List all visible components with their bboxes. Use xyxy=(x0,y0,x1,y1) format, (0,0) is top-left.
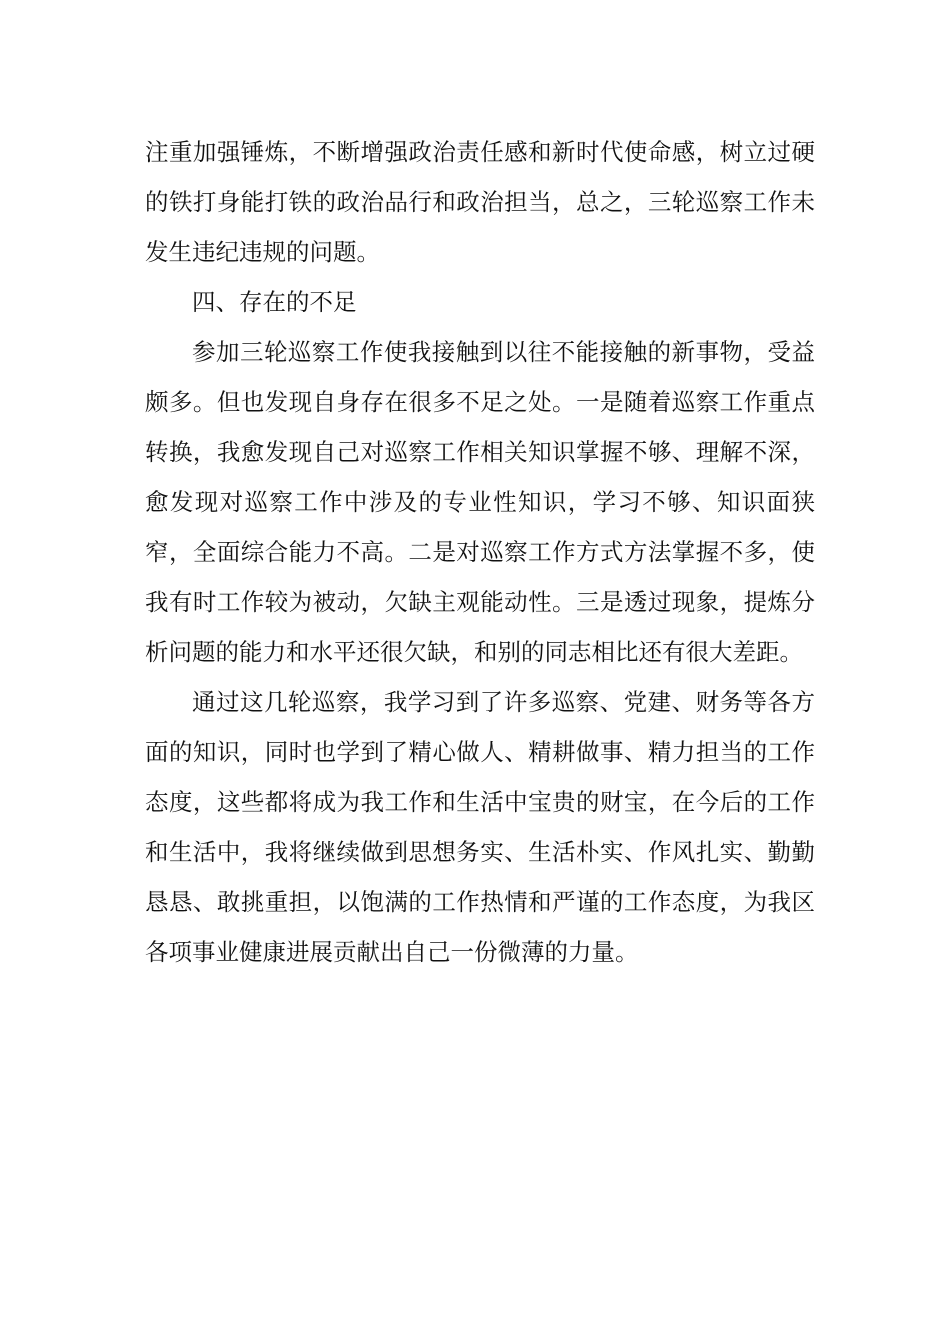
paragraph-continuation: 注重加强锤炼，不断增强政治责任感和新时代使命感，树立过硬的铁打身能打铁的政治品行和政治担当，总之，三轮巡察工作未发生违纪违规的问题。 xyxy=(145,138,815,266)
document-body xyxy=(145,127,815,977)
paragraph-shortcomings: 参加三轮巡察工作使我接触到以往不能接触的新事物，受益颇多。但也发现自身存在很多不足之处。一是随着巡察工作重点转换，我愈发现自己对巡察工作相关知识掌握不够、理解不深，愈发现对巡察工作中涉及的专业性知识，学习不够、知识面狭窄，全面综合能力不高。二是对巡察工作方式方法掌握不多，使我有时工作较为被动，欠缺主观能动性。三是透过现象，提炼分析问题的能力和水平还很欠缺，和别的同志相比还有很大差距。 xyxy=(145,338,815,666)
section-heading: 四、存在的不足 xyxy=(192,288,357,316)
paragraph-conclusion: 通过这几轮巡察，我学习到了许多巡察、党建、财务等各方面的知识，同时也学到了精心做人、精耕做事、精力担当的工作态度，这些都将成为我工作和生活中宝贵的财宝，在今后的工作和生活中，我将继续做到思想务实、生活朴实、作风扎实、勤勤恳恳、敢挑重担，以饱满的工作热情和严谨的工作态度，为我区各项事业健康进展贡献出自己一份微薄的力量。 xyxy=(145,688,815,966)
